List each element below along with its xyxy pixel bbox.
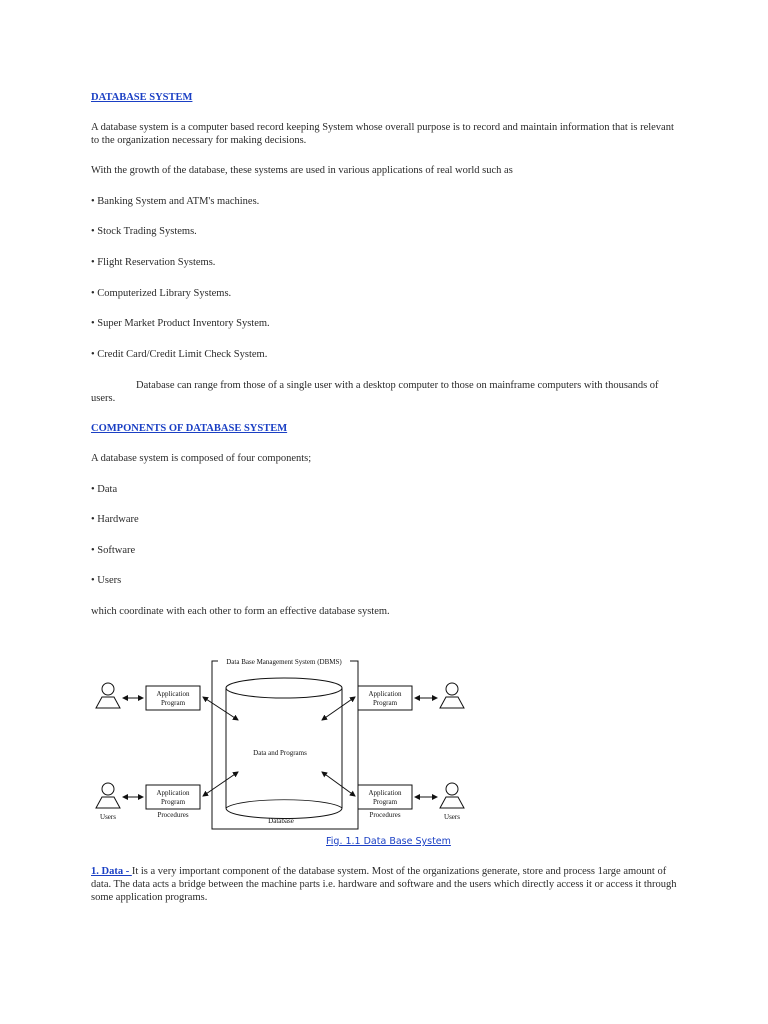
user-icon-top-left: [96, 683, 120, 708]
bullet-flight: • Flight Reservation Systems.: [91, 257, 216, 268]
paragraph-coordinate: which coordinate with each other to form an effective database system.: [91, 606, 390, 617]
dbms-diagram: [0, 640, 768, 840]
data-heading-link[interactable]: 1. Data -: [91, 866, 132, 877]
bullet-banking: • Banking System and ATM's machines.: [91, 196, 260, 207]
user-icon-bottom-left: [96, 783, 120, 808]
svg-text:Program: Program: [160, 798, 186, 806]
bullet-stock: • Stock Trading Systems.: [91, 226, 197, 237]
bullet-users: • Users: [91, 575, 122, 586]
user-icon-bottom-right: [440, 783, 464, 808]
svg-text:Application: Application: [368, 690, 402, 698]
paragraph-composed: A database system is composed of four components;: [91, 453, 312, 464]
dbms-label: Data Base Management System (DBMS): [226, 658, 342, 666]
svg-text:Application: Application: [156, 690, 190, 698]
data-description: It is a very important component of the database system. Most of the organizations generate, store and process 1arge amount of data. The data acts a bridge between the machine parts i.e. hardware and software and the users which directly access it or access it through some application programs.: [91, 866, 677, 903]
users-label-right: Users: [444, 813, 460, 821]
center-label: Data and Programs: [253, 749, 307, 757]
procedures-label-right: Procedures: [369, 811, 401, 819]
figure-caption[interactable]: Fig. 1.1 Data Base System: [326, 836, 451, 847]
heading-database-system[interactable]: DATABASE SYSTEM: [91, 92, 193, 103]
svg-text:Program: Program: [160, 699, 186, 707]
bullet-data: • Data: [91, 484, 118, 495]
bullet-credit-card: • Credit Card/Credit Limit Check System.: [91, 349, 268, 360]
svg-text:Program: Program: [372, 699, 398, 707]
svg-text:Application: Application: [156, 789, 190, 797]
bullet-supermarket: • Super Market Product Inventory System.: [91, 318, 270, 329]
bullet-library: • Computerized Library Systems.: [91, 288, 232, 299]
paragraph-range: Database can range from those of a single user with a desktop computer to those on mainframe computers with thousands of users.: [91, 380, 659, 404]
heading-components[interactable]: COMPONENTS OF DATABASE SYSTEM: [91, 423, 288, 434]
users-label-left: Users: [100, 813, 116, 821]
database-label: Database: [268, 817, 294, 825]
paragraph-growth: With the growth of the database, these systems are used in various applications of real world such as: [91, 165, 513, 176]
bullet-hardware: • Hardware: [91, 514, 139, 525]
bullet-software: • Software: [91, 545, 136, 556]
user-icon-top-right: [440, 683, 464, 708]
svg-text:Program: Program: [372, 798, 398, 806]
dbms-frame: [212, 661, 358, 829]
svg-text:Application: Application: [368, 789, 402, 797]
paragraph-intro: A database system is a computer based record keeping System whose overall purpose is to record and maintain information that is relevant to the organization necessary for making decisions.: [91, 122, 674, 146]
procedures-label-left: Procedures: [157, 811, 189, 819]
paragraph-data: [91, 865, 681, 904]
